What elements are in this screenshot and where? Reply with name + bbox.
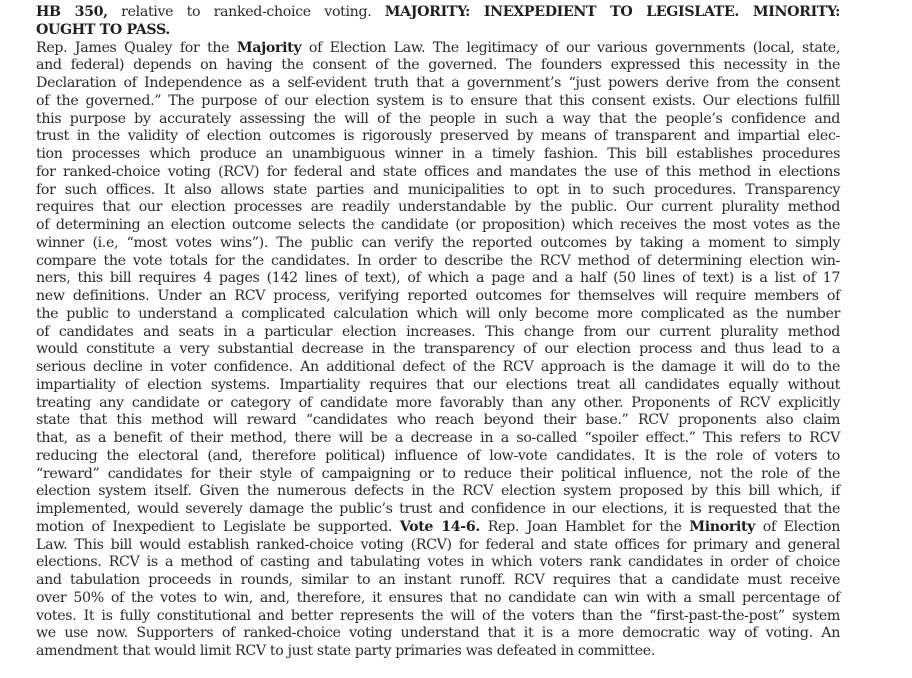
body-text: motion of Inexpedient to Legislate be supported. (36, 518, 400, 535)
report-text-line (36, 288, 840, 306)
report-text-line (36, 40, 840, 58)
body-text: impartiality of election systems. Impartiality requires that our elections treat all candidates equally without (36, 376, 840, 393)
body-text: votes. It is fully constitutional and better represents the will of the voters than the “first-past-the-post” system (36, 607, 840, 624)
report-text-line (36, 57, 840, 75)
body-text: of Election Law. The legitimacy of our various governments (local, state, (301, 39, 840, 56)
report-text-line (36, 93, 840, 111)
body-text: new definitions. Under an RCV process, verifying reported outcomes for themselves will require members of (36, 288, 840, 304)
body-text: serious decline in voter confidence. An additional defect of the RCV approach is the damage it will do to the (36, 359, 840, 375)
report-text-line (36, 483, 840, 501)
report-text-line (36, 75, 840, 93)
report-text-line (36, 519, 840, 537)
body-text: for such offices. It also allows state parties and municipalities to opt in to such procedures. Transparency (36, 181, 840, 198)
body-text: Rep. Joan Hamblet for the (479, 518, 690, 535)
report-text-line (36, 111, 840, 129)
body-text: Rep. James Qualey for the (36, 39, 237, 56)
body-text: over 50% of the votes to win, and, therefore, it ensures that no candidate can win with a small percentage of (36, 589, 840, 606)
bill-heading-line-2 (36, 22, 840, 40)
body-text: would constitute a very substantial decrease in the transparency of our election process and thus lead to a (36, 341, 840, 358)
body-text: election system itself. Given the numerous defects in the RCV election system proposed by this bill which, if (36, 483, 840, 500)
report-body (36, 40, 840, 661)
body-text: implemented, would severely damage the public’s trust and confidence in our elections, it is requested that the (36, 501, 840, 517)
report-text-line (36, 625, 840, 643)
body-text: of the governed.” The purpose of our election system is to ensure that this consent exists. Our elections fulfill (36, 92, 840, 109)
bill-report-document (36, 4, 840, 661)
body-text: of determining an election outcome selects the candidate (or proposition) which receives the most votes as the (36, 217, 840, 233)
body-text: this purpose by accurately assessing the will of the people in such a way that the people’s confidence and (36, 110, 840, 127)
bill-heading-line-1 (36, 4, 840, 22)
body-text: ners, this bill requires 4 pages (142 lines of text), of which a page and a half (50 lines of text) is a list of 17 (36, 270, 840, 287)
bill-subject: relative to ranked-choice voting. (107, 4, 385, 20)
body-text: Declaration of Independence as a self-evident truth that a government’s “just powers derive from the consent (36, 75, 840, 91)
committee-recommendation: MAJORITY: INEXPEDIENT TO LEGISLATE. MINORITY: (384, 4, 840, 20)
body-text: that, as a benefit of their method, there will be a decrease in a so-called “spoiler effect.” This refers to RCV (36, 430, 840, 446)
report-text-line (36, 359, 840, 377)
report-text-line (36, 217, 840, 235)
body-text: “reward” candidates for their style of campaigning or to reduce their political influence, not the role of the (36, 465, 840, 482)
report-text-line (36, 146, 840, 164)
body-text: of candidates and seats in a particular election increases. This change from our current plurality method (36, 323, 840, 340)
report-text-line (36, 235, 840, 253)
report-text-line (36, 377, 840, 395)
body-text: for ranked-choice voting (RCV) for federal and state offices and mandates the use of this method in elections (36, 163, 840, 180)
body-text: trust in the validity of election outcomes is rigorously preserved by means of transparent and impartial elec- (36, 128, 840, 145)
report-text-line (36, 466, 840, 484)
report-text-line (36, 164, 840, 182)
report-text-line (36, 341, 840, 359)
report-text-line (36, 537, 840, 555)
report-text-line (36, 128, 840, 146)
report-text-line (36, 395, 840, 413)
body-text: compare the vote totals for the candidates. In order to describe the RCV method of determining election win- (36, 252, 840, 269)
body-text: we use now. Supporters of ranked-choice voting understand that it is a more democratic way of voting. An (36, 625, 840, 642)
report-text-line (36, 412, 840, 430)
report-text-line (36, 448, 840, 466)
body-text: treating any candidate or category of candidate more favorably than any other. Proponents of RCV explicitly (36, 394, 840, 411)
report-text-line (36, 270, 840, 288)
body-text: the public to understand a complicated calculation which will only become more complicated as the number (36, 305, 840, 322)
report-text-line (36, 199, 840, 217)
report-text-line (36, 306, 840, 324)
body-text: of Election (755, 518, 840, 535)
bill-number: HB 350, (36, 4, 108, 20)
report-text-line (36, 430, 840, 448)
body-text: Law. This bill would establish ranked-choice voting (RCV) for federal and state offices for primary and general (36, 536, 840, 553)
report-text-line (36, 182, 840, 200)
body-text: and tabulation proceeds in rounds, similar to an instant runoff. RCV requires that a candidate must receive (36, 572, 840, 588)
emphasis-text: Majority (236, 39, 302, 56)
minority-recommendation: OUGHT TO PASS. (36, 21, 170, 38)
report-text-line (36, 590, 840, 608)
report-text-line (36, 253, 840, 271)
report-text-line (36, 608, 840, 626)
report-text-line (36, 501, 840, 519)
body-text: requires that our election processes are readily understandable by the public. Our current plurality method (36, 199, 840, 216)
emphasis-text: Minority (689, 518, 756, 535)
report-text-line (36, 572, 840, 590)
body-text: and federal) depends on having the consent of the governed. The founders expressed this necessity in the (36, 57, 840, 74)
body-text: state that this method will reward “candidates who reach beyond their base.” RCV proponents also claim (36, 412, 840, 429)
body-text: tion processes which produce an unambiguous winner in a timely fashion. This bill establishes procedures (36, 146, 840, 162)
report-text-line (36, 643, 840, 661)
report-text-line (36, 554, 840, 572)
body-text: winner (i.e, “most votes wins”). The public can verify the reported outcomes by taking a moment to simply (36, 234, 840, 251)
emphasis-text: Vote 14-6. (399, 518, 480, 535)
report-text-line (36, 324, 840, 342)
body-text: elections. RCV is a method of casting and tabulating votes in which voters rank candidates in order of choice (36, 554, 840, 571)
body-text: reducing the electoral (and, therefore political) influence of low-vote candidates. It is the role of voters to (36, 447, 840, 464)
body-text: amendment that would limit RCV to just state party primaries was defeated in committee. (36, 643, 655, 659)
